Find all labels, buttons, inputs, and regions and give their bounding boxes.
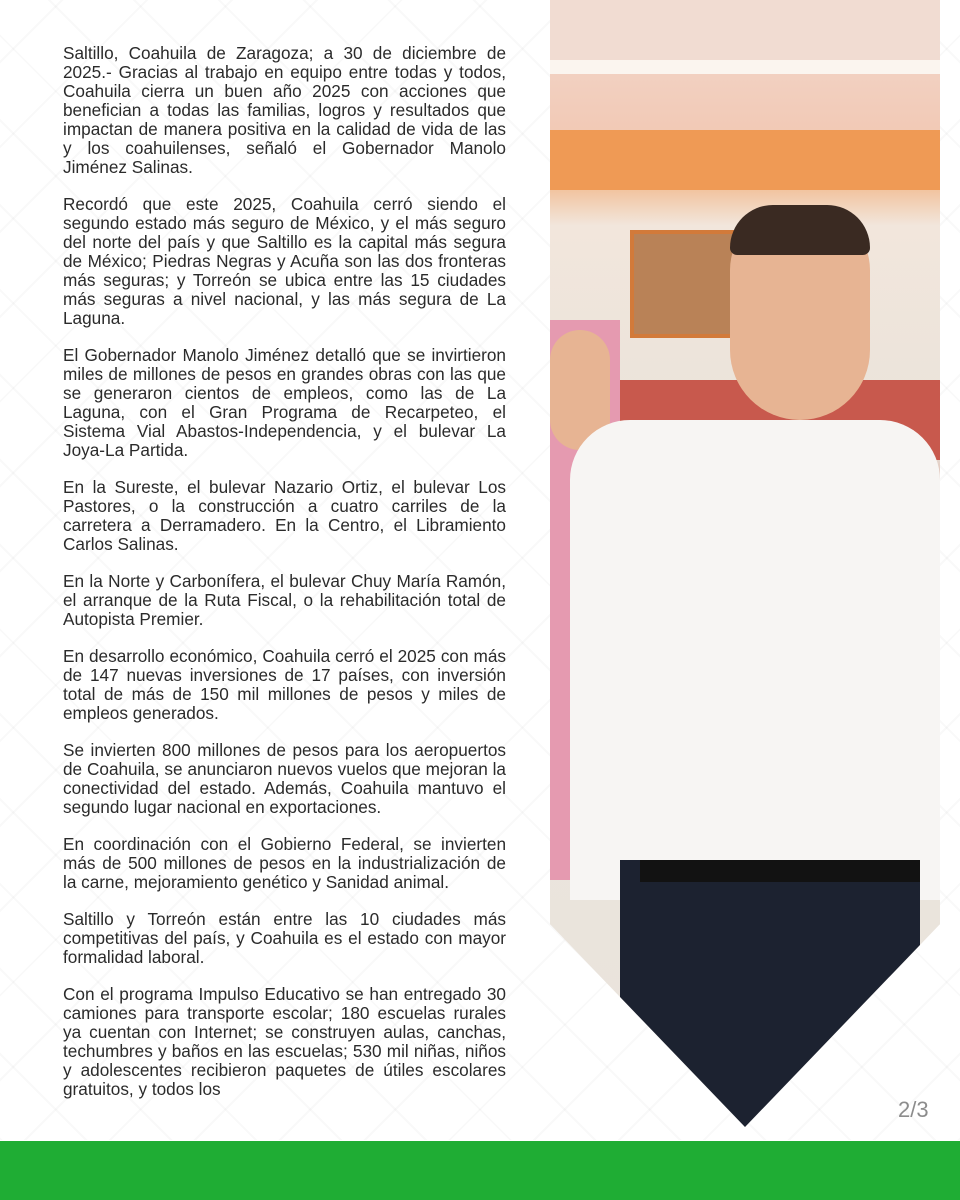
paragraph-security: Recordó que este 2025, Coahuila cerró siendo el segundo estado más seguro de México, y el más seguro del norte del país y que Saltillo es la capital más segura de México; Piedras Negras y Acuña son las dos fronteras más seguras; y Torreón se ubica entre las 15 ciudades más seguras a nivel nacional, y las más segura de La Laguna. xyxy=(63,194,506,328)
page-indicator: 2/3 xyxy=(898,1097,929,1122)
footer-green-bar xyxy=(0,1141,960,1200)
photo-white-shirt xyxy=(570,420,940,900)
paragraph-competitiveness: Saltillo y Torreón están entre las 10 ciudades más competitivas del país, y Coahuila es el estado con mayor formalidad laboral. xyxy=(63,909,506,967)
paragraph-sureste: En la Sureste, el bulevar Nazario Ortiz, el bulevar Los Pastores, o la construcción a cuatro carriles de la carretera a Derramadero. En la Centro, el Libramiento Carlos Salinas. xyxy=(63,477,506,554)
photo-beam xyxy=(550,60,940,74)
article-body xyxy=(63,44,506,1117)
photo-hair xyxy=(730,205,870,255)
paragraph-public-works: El Gobernador Manolo Jiménez detalló que se invirtieron miles de millones de pesos en grandes obras con las que se generaron cientos de empleos, como las de La Laguna, con el Gran Programa de Recarpeteo, el Sistema Vial Abastos-Independencia, y el bulevar La Joya-La Partida. xyxy=(63,345,506,460)
photo-arch xyxy=(550,0,940,60)
photo-orange-wall xyxy=(550,130,940,190)
photo-belt xyxy=(640,860,920,882)
paragraph-federal-coordination: En coordinación con el Gobierno Federal, se invierten más de 500 millones de pesos en la industrialización de la carne, mejoramiento genético y Sanidad animal. xyxy=(63,834,506,892)
paragraph-education: Con el programa Impulso Educativo se han entregado 30 camiones para transporte escolar; 180 escuelas rurales ya cuentan con Internet; se construyen aulas, canchas, techumbres y baños en las escuelas; 530 mil niñas, niños y adolescentes recibieron paquetes de útiles escolares gratuitos, y todos los xyxy=(63,984,506,1099)
paragraph-airports: Se invierten 800 millones de pesos para los aeropuertos de Coahuila, se anunciaron nuevos vuelos que mejoran la conectividad del estado. Además, Coahuila mantuvo el segundo lugar nacional en exportaciones. xyxy=(63,740,506,817)
paragraph-economic-development: En desarrollo económico, Coahuila cerró el 2025 con más de 147 nuevas inversiones de 17 países, con inversión total de más de 150 mil millones de pesos y miles de empleos generados. xyxy=(63,646,506,723)
paragraph-norte: En la Norte y Carbonífera, el bulevar Chuy María Ramón, el arranque de la Ruta Fiscal, o la rehabilitación total de Autopista Premier. xyxy=(63,571,506,629)
governor-photo xyxy=(550,0,940,1127)
paragraph-intro: Saltillo, Coahuila de Zaragoza; a 30 de diciembre de 2025.- Gracias al trabajo en equipo entre todas y todos, Coahuila cierra un buen año 2025 con acciones que benefician a todas las familias, logros y resultados que impactan de manera positiva en la calidad de vida de las y los coahuilenses, señaló el Gobernador Manolo Jiménez Salinas. xyxy=(63,43,506,177)
